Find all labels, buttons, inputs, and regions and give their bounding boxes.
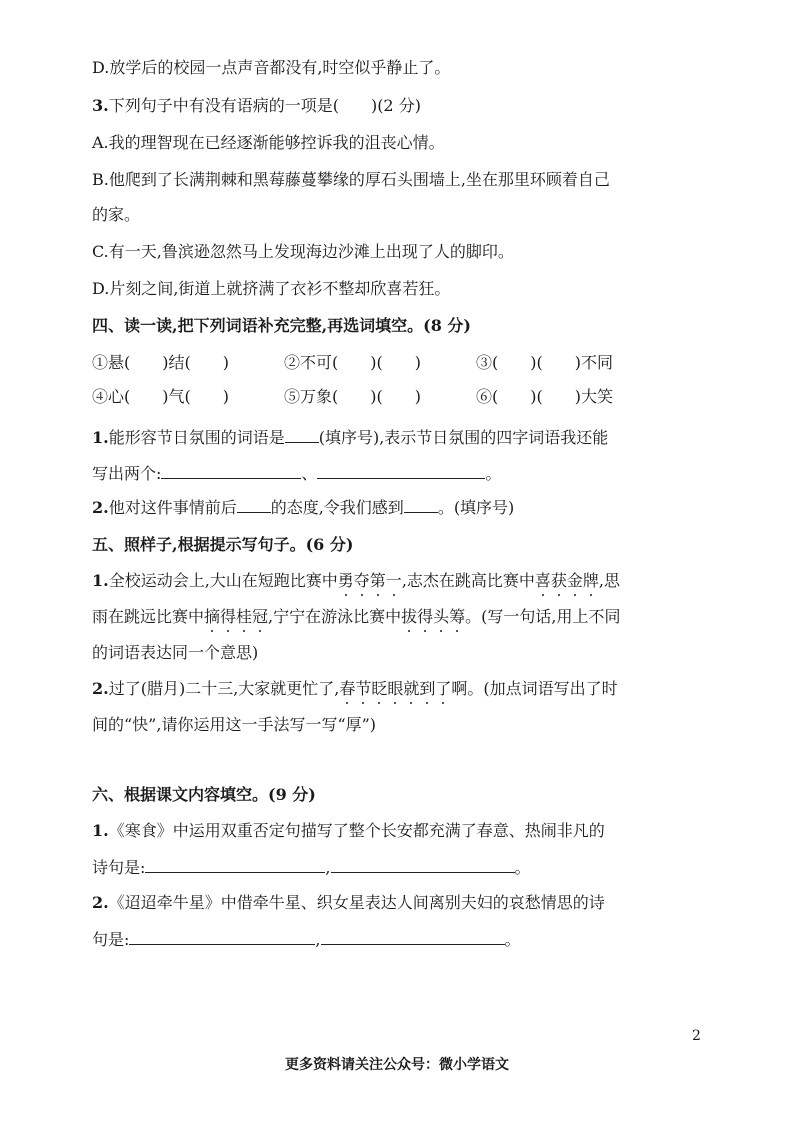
emphasis-dot	[377, 594, 379, 596]
section-4-title	[92, 315, 471, 337]
s4-q1-text-b: (填序号),表示节日氛围的四字词语我还能	[318, 428, 609, 447]
word-item-3: ③( )( )不同	[476, 353, 613, 372]
s5-q1-text: 的词语表达同一个意思)	[92, 643, 259, 662]
q3-option-b-line1	[92, 169, 610, 191]
s6-q2-text: 句是:	[92, 930, 130, 949]
s5-q2-line1	[92, 678, 618, 700]
emphasis-dot	[424, 630, 426, 632]
emphasis-dot	[243, 630, 245, 632]
s6-q2-separator: ,	[315, 930, 321, 949]
emphasis-dot	[393, 594, 395, 596]
word-item-5: ⑤万象( )( )	[284, 387, 421, 406]
s5-q1-text: 雨在跳远比赛中	[92, 607, 205, 626]
q3-option-a-text: A.我的理智现在已经逐渐能够控诉我的沮丧心情。	[92, 133, 445, 152]
section-4-title-text: 四、读一读,把下列词语补充完整,再选词填空。(8 分)	[92, 316, 471, 335]
s4-q1-end: 。	[485, 464, 502, 483]
emphasis-dot	[442, 702, 444, 704]
emphasis-dot	[259, 630, 261, 632]
s4-q1-separator: 、	[301, 464, 318, 483]
s6-q2-number: 2.	[92, 893, 109, 912]
s6-q1-line1	[92, 820, 605, 842]
answer-blank[interactable]	[145, 856, 325, 873]
q3-option-b-text-1: B.他爬到了长满荆棘和黑莓藤蔓攀缘的厚石头围墙上,坐在那里环顾着自己	[92, 170, 610, 189]
answer-blank[interactable]	[331, 856, 515, 873]
s4-q1-text-c: 写出两个:	[92, 464, 162, 483]
emphasis-dot	[558, 594, 560, 596]
emphasis-dot	[394, 702, 396, 704]
section-4-word-row-1	[92, 352, 692, 374]
page-number: 2	[692, 1028, 701, 1044]
q2-option-d	[92, 57, 450, 79]
answer-blank[interactable]	[321, 928, 505, 945]
section-4-word-row-2	[92, 386, 692, 408]
s5-q1-text: ,志杰在跳高比赛中	[401, 571, 535, 590]
emphasis-dot	[426, 702, 428, 704]
answer-blank[interactable]	[237, 496, 271, 513]
dotted-word: 拔得头筹	[401, 606, 465, 628]
emphasis-dot	[456, 630, 458, 632]
q3-option-b-line2	[92, 204, 140, 226]
section-6-title	[92, 784, 316, 806]
section-5-title	[92, 534, 353, 556]
dotted-word: 勇夺第一	[338, 570, 402, 592]
emphasis-dot	[211, 630, 213, 632]
section-6-title-text: 六、根据课文内容填空。(9 分)	[92, 785, 316, 804]
s6-q2-line2	[92, 928, 521, 951]
s5-q2-text: 过了(腊月)二十三,大家就更忙了,	[108, 679, 340, 698]
emphasis-dot	[378, 702, 380, 704]
emphasis-dot	[408, 630, 410, 632]
s6-q2-end: 。	[504, 930, 521, 949]
q3-option-a	[92, 132, 445, 154]
q3-option-c-text: C.有一天,鲁滨逊忽然马上发现海边沙滩上出现了人的脚印。	[92, 242, 514, 261]
s6-q1-number: 1.	[92, 821, 109, 840]
s5-q2-text: 间的“快”,请你运用这一手法写一写“厚”)	[92, 715, 377, 734]
emphasis-dot	[346, 702, 348, 704]
answer-blank[interactable]	[161, 462, 301, 479]
emphasis-dot	[590, 594, 592, 596]
emphasis-dot	[227, 630, 229, 632]
s4-q2-text-a: 他对这件事情前后	[108, 498, 237, 517]
word-item-4: ④心( )气( )	[92, 387, 229, 406]
section-4-question-1-line1	[92, 426, 608, 449]
answer-blank[interactable]	[129, 928, 315, 945]
s5-q1-line3	[92, 642, 258, 664]
section-4-question-2	[92, 496, 514, 519]
q2-option-d-text: D.放学后的校园一点声音都没有,时空似乎静止了。	[92, 58, 451, 77]
answer-blank[interactable]	[404, 496, 438, 513]
section-5-title-text: 五、照样子,根据提示写句子。(6 分)	[92, 535, 354, 554]
emphasis-dot	[410, 702, 412, 704]
emphasis-dot	[345, 594, 347, 596]
s6-q1-text: 诗句是:	[92, 858, 146, 877]
s6-q1-text: 《寒食》中运用双重否定句描写了整个长安都充满了春意、热闹非凡的	[108, 821, 605, 840]
emphasis-dot	[574, 594, 576, 596]
s6-q2-line1	[92, 892, 605, 914]
s6-q2-text: 《迢迢牵牛星》中借牵牛星、织女星表达人间离别夫妇的哀愁情思的诗	[108, 893, 605, 912]
s4-q2-text-b: 的态度,令我们感到	[270, 498, 404, 517]
s5-q1-line2	[92, 606, 620, 628]
emphasis-dots	[204, 630, 268, 634]
section-4-question-1-line2	[92, 462, 501, 485]
q3-option-b-text-2: 的家。	[92, 205, 141, 224]
q3-stem-text: 下列句子中有没有语病的一项是( )(2 分)	[108, 96, 421, 115]
s6-q1-separator: ,	[325, 858, 331, 877]
q3-option-d-text: D.片刻之间,街道上就挤满了衣衫不整却欣喜若狂。	[92, 279, 451, 298]
emphasis-dots	[401, 630, 465, 634]
emphasis-dot	[440, 630, 442, 632]
q3-option-c	[92, 241, 514, 263]
s5-q1-text: 。(写一句话,用上不同	[465, 607, 621, 626]
emphasis-dots	[535, 594, 599, 598]
word-item-1: ①悬( )结( )	[92, 353, 229, 372]
word-item-2: ②不可( )( )	[284, 353, 421, 372]
emphasis-dots	[338, 594, 402, 598]
q3-stem	[92, 95, 421, 117]
word-item-6: ⑥( )( )大笑	[476, 387, 613, 406]
s5-q2-number: 2.	[92, 679, 109, 698]
s6-q1-line2	[92, 856, 531, 879]
s5-q2-line2	[92, 714, 376, 736]
s4-q2-number: 2.	[92, 498, 109, 517]
s6-q1-end: 。	[514, 858, 531, 877]
emphasis-dot	[361, 594, 363, 596]
answer-blank[interactable]	[285, 426, 319, 443]
footer-note: 更多资料请关注公众号：微小学语文	[285, 1057, 509, 1073]
dotted-word: 喜获金牌	[535, 570, 599, 592]
s5-q1-text: 全校运动会上,大山在短跑比赛中	[108, 571, 338, 590]
s4-q2-text-c: 。(填序号)	[437, 498, 515, 517]
s5-q1-number: 1.	[92, 571, 109, 590]
emphasis-dot	[362, 702, 364, 704]
s5-q1-text: ,思	[598, 571, 621, 590]
s4-q1-number: 1.	[92, 428, 109, 447]
q3-option-d	[92, 278, 450, 300]
dotted-word: 春节眨眼就到了	[339, 678, 451, 700]
s5-q2-text: 啊。(加点词语写出了时	[451, 679, 618, 698]
s5-q1-text: ,宁宁在游泳比赛中	[268, 607, 402, 626]
s4-q1-text-a: 能形容节日氛围的词语是	[108, 428, 285, 447]
emphasis-dots	[339, 702, 451, 706]
dotted-word: 摘得桂冠	[204, 606, 268, 628]
emphasis-dot	[542, 594, 544, 596]
answer-blank[interactable]	[317, 462, 485, 479]
q3-number: 3.	[92, 96, 109, 115]
s5-q1-line1	[92, 570, 620, 592]
